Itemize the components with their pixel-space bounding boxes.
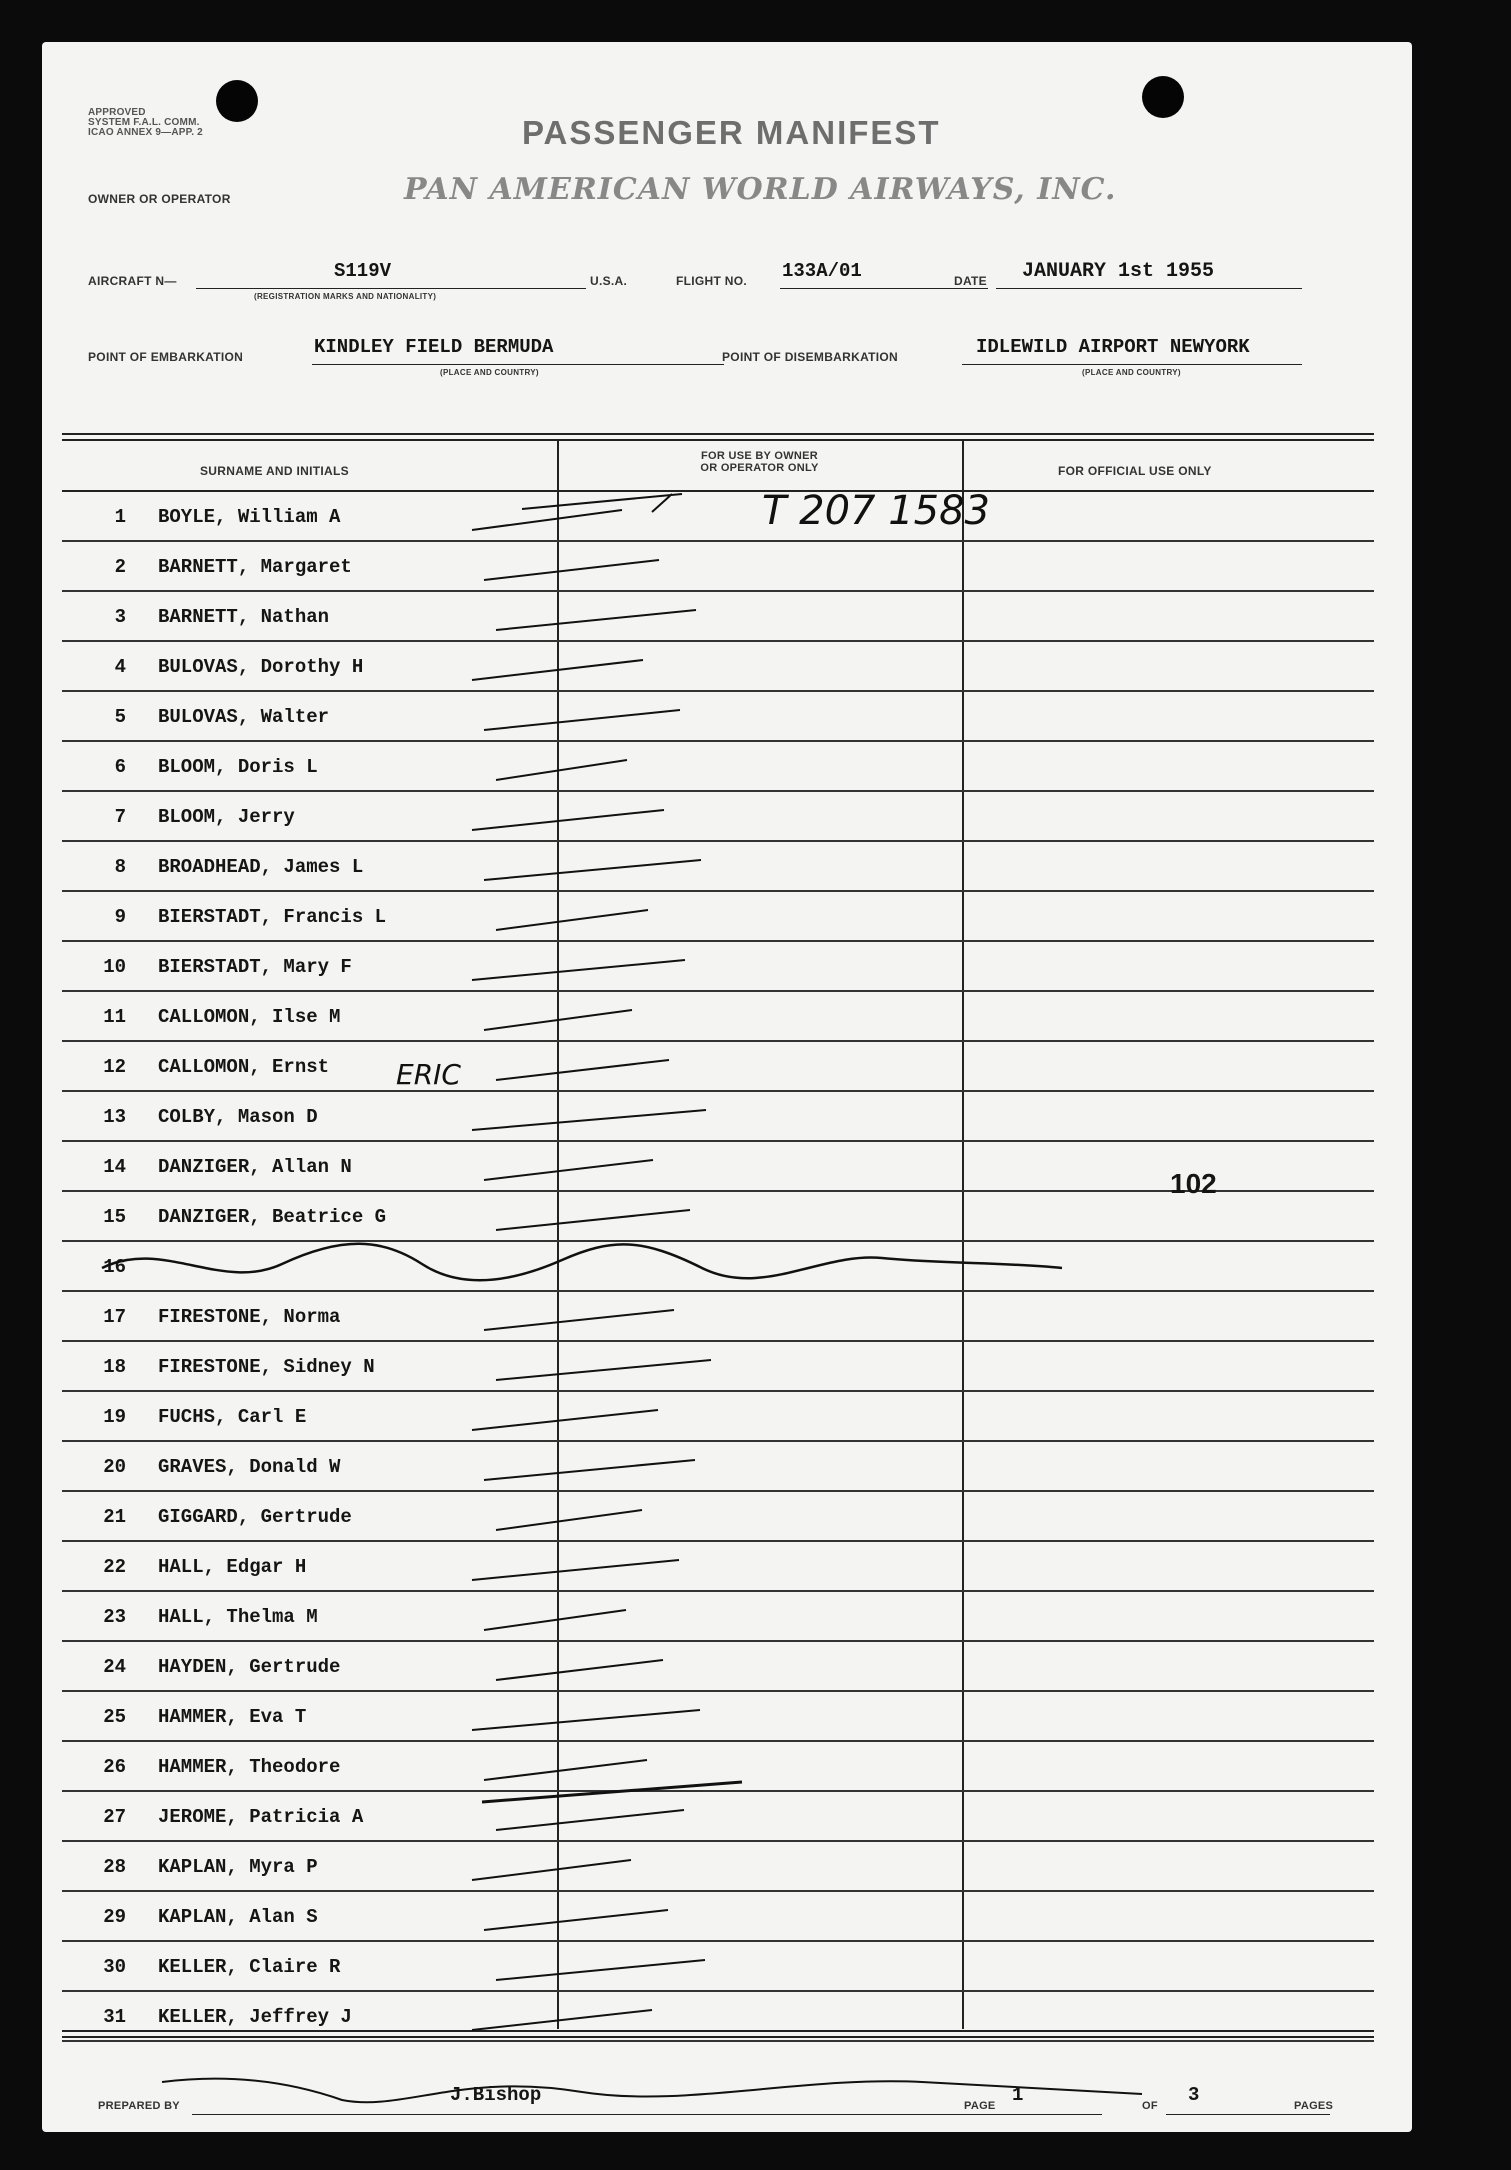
table-row bbox=[62, 1792, 1374, 1842]
table-row bbox=[62, 492, 1374, 542]
row-number: 3 bbox=[114, 606, 126, 628]
passenger-name: BARNETT, Margaret bbox=[158, 556, 352, 578]
disembarkation-caption: (PLACE AND COUNTRY) bbox=[1082, 368, 1181, 377]
row-number: 16 bbox=[103, 1256, 126, 1278]
passenger-name: CALLOMON, Ilse M bbox=[158, 1006, 341, 1028]
row-number: 19 bbox=[103, 1406, 126, 1428]
table-row bbox=[62, 1442, 1374, 1492]
row-number: 14 bbox=[103, 1156, 126, 1178]
table-row bbox=[62, 892, 1374, 942]
table-row bbox=[62, 1092, 1374, 1142]
column-header-official: FOR OFFICIAL USE ONLY bbox=[1058, 464, 1212, 478]
registration-caption: (REGISTRATION MARKS AND NATIONALITY) bbox=[254, 292, 437, 301]
pages-label: PAGES bbox=[1294, 2100, 1334, 2112]
passenger-name: GRAVES, Donald W bbox=[158, 1456, 341, 1478]
passenger-name: BOYLE, William A bbox=[158, 506, 341, 528]
handwritten-correction: ERIC bbox=[396, 1058, 461, 1091]
table-row bbox=[62, 1342, 1374, 1392]
aircraft-value: S119V bbox=[334, 260, 392, 282]
table-row bbox=[62, 1542, 1374, 1592]
passenger-name: JEROME, Patricia A bbox=[158, 1806, 364, 1828]
table-row bbox=[62, 1942, 1374, 1992]
row-number: 6 bbox=[114, 756, 126, 778]
table-row bbox=[62, 1842, 1374, 1892]
passenger-name: HALL, Edgar H bbox=[158, 1556, 307, 1578]
row-number: 15 bbox=[103, 1206, 126, 1228]
disembarkation-underline bbox=[962, 364, 1302, 365]
aircraft-label: AIRCRAFT N— bbox=[88, 274, 177, 288]
row-number: 8 bbox=[114, 856, 126, 878]
page-number: 1 bbox=[1012, 2084, 1024, 2106]
official-stamp-number: 102 bbox=[1170, 1168, 1217, 1199]
table-row bbox=[62, 1642, 1374, 1692]
passenger-name: COLBY, Mason D bbox=[158, 1106, 318, 1128]
total-pages-underline bbox=[1166, 2114, 1330, 2115]
approval-note bbox=[88, 108, 203, 138]
approval-line: SYSTEM F.A.L. COMM. bbox=[88, 117, 200, 128]
row-number: 21 bbox=[103, 1506, 126, 1528]
row-number: 29 bbox=[103, 1906, 126, 1928]
approval-line: ICAO ANNEX 9—APP. 2 bbox=[88, 127, 203, 138]
punch-hole-right bbox=[1142, 76, 1184, 118]
flight-no-label: FLIGHT NO. bbox=[676, 274, 747, 288]
table-row bbox=[62, 542, 1374, 592]
passenger-name: KELLER, Jeffrey J bbox=[158, 2006, 352, 2028]
row-number: 20 bbox=[103, 1456, 126, 1478]
passenger-name: BLOOM, Doris L bbox=[158, 756, 318, 778]
passenger-name: KELLER, Claire R bbox=[158, 1956, 341, 1978]
owner-header-line: OR OPERATOR ONLY bbox=[700, 462, 819, 474]
table-row bbox=[62, 1492, 1374, 1542]
table-row bbox=[62, 792, 1374, 842]
row-number: 9 bbox=[114, 906, 126, 928]
row-number: 30 bbox=[103, 1956, 126, 1978]
table-row bbox=[62, 692, 1374, 742]
passenger-name: BROADHEAD, James L bbox=[158, 856, 364, 878]
table-row bbox=[62, 592, 1374, 642]
table-row bbox=[62, 1242, 1374, 1292]
aircraft-underline bbox=[196, 288, 586, 289]
usa-label: U.S.A. bbox=[590, 274, 628, 288]
embarkation-label: POINT OF EMBARKATION bbox=[88, 350, 244, 364]
table-row bbox=[62, 742, 1374, 792]
table-row bbox=[62, 992, 1374, 1042]
passenger-name: KAPLAN, Myra P bbox=[158, 1856, 318, 1878]
passenger-name: FIRESTONE, Sidney N bbox=[158, 1356, 375, 1378]
row-number: 31 bbox=[103, 2006, 126, 2028]
page-title: PASSENGER MANIFEST bbox=[522, 114, 941, 151]
owner-header-line: FOR USE BY OWNER bbox=[700, 450, 819, 462]
row-number: 22 bbox=[103, 1556, 126, 1578]
passenger-name: DANZIGER, Allan N bbox=[158, 1156, 352, 1178]
table-row bbox=[62, 1992, 1374, 2042]
row-number: 28 bbox=[103, 1856, 126, 1878]
row-number: 25 bbox=[103, 1706, 126, 1728]
owner-label: OWNER OR OPERATOR bbox=[88, 192, 231, 206]
passenger-name: KAPLAN, Alan S bbox=[158, 1906, 318, 1928]
table-row bbox=[62, 1292, 1374, 1342]
row-number: 27 bbox=[103, 1806, 126, 1828]
prepared-by-value: J.Bishop bbox=[450, 2084, 542, 2106]
flight-no-value: 133A/01 bbox=[782, 260, 862, 282]
table-top-rule-2 bbox=[62, 439, 1374, 441]
table-row bbox=[62, 1392, 1374, 1442]
date-value: JANUARY 1st 1955 bbox=[1022, 260, 1215, 283]
table-row bbox=[62, 642, 1374, 692]
row-number: 24 bbox=[103, 1656, 126, 1678]
passenger-name: BLOOM, Jerry bbox=[158, 806, 295, 828]
row-number: 10 bbox=[103, 956, 126, 978]
passenger-name: HAMMER, Eva T bbox=[158, 1706, 307, 1728]
table-row bbox=[62, 942, 1374, 992]
passenger-name: DANZIGER, Beatrice G bbox=[158, 1206, 387, 1228]
page-underline bbox=[1004, 2114, 1102, 2115]
passenger-name: HALL, Thelma M bbox=[158, 1606, 318, 1628]
row-number: 4 bbox=[114, 656, 126, 678]
table-row bbox=[62, 842, 1374, 892]
prepared-by-underline bbox=[192, 2114, 1012, 2115]
row-number: 2 bbox=[114, 556, 126, 578]
table-row bbox=[62, 1892, 1374, 1942]
date-underline bbox=[996, 288, 1302, 289]
passenger-name: HAYDEN, Gertrude bbox=[158, 1656, 341, 1678]
passenger-name: BIERSTADT, Mary F bbox=[158, 956, 352, 978]
table-bottom-rule bbox=[62, 2030, 1374, 2032]
embarkation-value: KINDLEY FIELD BERMUDA bbox=[314, 336, 554, 358]
column-header-owner bbox=[557, 450, 962, 474]
passenger-name: BIERSTADT, Francis L bbox=[158, 906, 387, 928]
of-label: OF bbox=[1142, 2100, 1158, 2112]
row-number: 13 bbox=[103, 1106, 126, 1128]
total-pages: 3 bbox=[1188, 2084, 1200, 2106]
passenger-name: BARNETT, Nathan bbox=[158, 606, 330, 628]
disembarkation-value: IDLEWILD AIRPORT NEWYORK bbox=[976, 336, 1250, 358]
row-rule bbox=[62, 2040, 1374, 2042]
row-number: 26 bbox=[103, 1756, 126, 1778]
table-row bbox=[62, 1692, 1374, 1742]
row-number: 17 bbox=[103, 1306, 126, 1328]
table-row bbox=[62, 1742, 1374, 1792]
table-row bbox=[62, 1042, 1374, 1092]
row-number: 23 bbox=[103, 1606, 126, 1628]
passenger-name: BULOVAS, Dorothy H bbox=[158, 656, 364, 678]
table-top-rule bbox=[62, 433, 1374, 435]
row-number: 5 bbox=[114, 706, 126, 728]
row-number: 1 bbox=[114, 506, 126, 528]
row-number: 11 bbox=[103, 1006, 126, 1028]
row-number: 7 bbox=[114, 806, 126, 828]
airline-name: PAN AMERICAN WORLD AIRWAYS, INC. bbox=[404, 172, 1117, 207]
passenger-name: GIGGARD, Gertrude bbox=[158, 1506, 352, 1528]
approval-line: APPROVED bbox=[88, 107, 146, 118]
embarkation-caption: (PLACE AND COUNTRY) bbox=[440, 368, 539, 377]
date-label: DATE bbox=[954, 274, 987, 288]
row-number: 12 bbox=[103, 1056, 126, 1078]
handwritten-reference: T 207 1583 bbox=[762, 488, 991, 534]
flight-no-underline bbox=[780, 288, 988, 289]
column-header-surname: SURNAME AND INITIALS bbox=[200, 464, 349, 478]
passenger-name: FUCHS, Carl E bbox=[158, 1406, 307, 1428]
prepared-by-label: PREPARED BY bbox=[98, 2100, 180, 2112]
disembarkation-label: POINT OF DISEMBARKATION bbox=[722, 350, 899, 364]
passenger-name: BULOVAS, Walter bbox=[158, 706, 330, 728]
table-row bbox=[62, 1592, 1374, 1642]
manifest-sheet bbox=[42, 42, 1412, 2132]
passenger-name: CALLOMON, Ernst bbox=[158, 1056, 330, 1078]
passenger-name: HAMMER, Theodore bbox=[158, 1756, 341, 1778]
row-number: 18 bbox=[103, 1356, 126, 1378]
table-bottom-rule-2 bbox=[62, 2036, 1374, 2038]
punch-hole-left bbox=[216, 80, 258, 122]
page-label: PAGE bbox=[964, 2100, 996, 2112]
passenger-name: FIRESTONE, Norma bbox=[158, 1306, 341, 1328]
embarkation-underline bbox=[312, 364, 724, 365]
